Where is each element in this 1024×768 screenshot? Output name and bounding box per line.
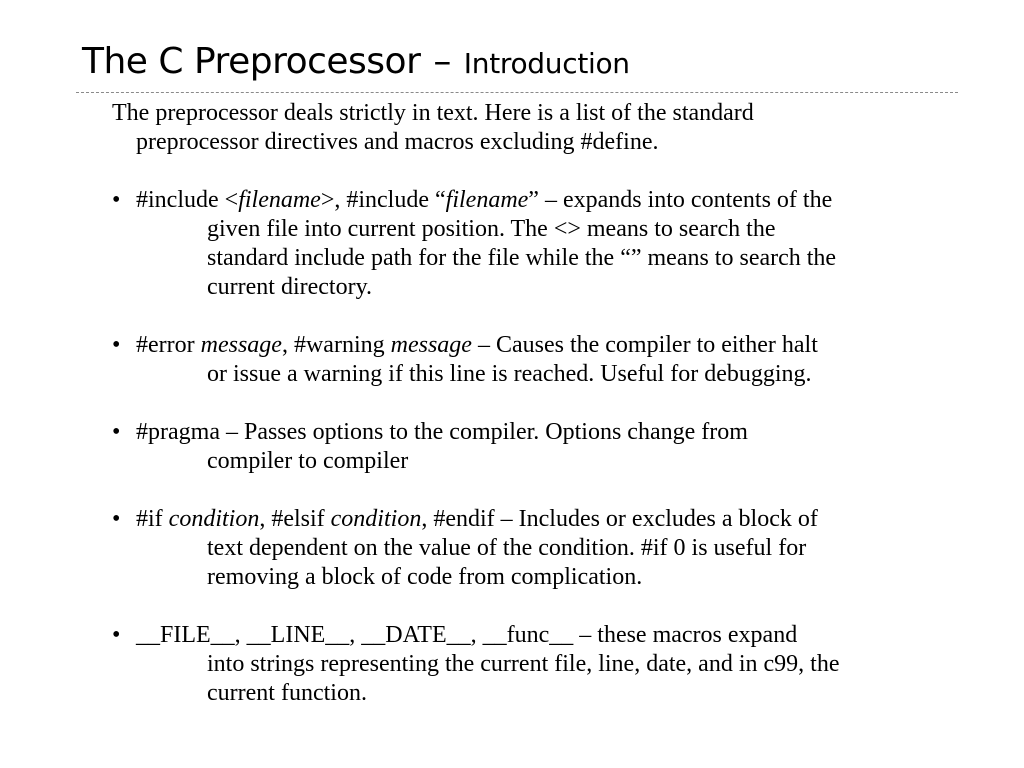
bullet-pragma-line-1: #pragma – Passes options to the compiler. Options change from xyxy=(136,419,748,445)
bullet-error-line-2: or issue a warning if this line is reached. Useful for debugging. xyxy=(207,361,812,387)
title-divider xyxy=(76,92,958,93)
bullet-marker: • xyxy=(112,332,121,358)
text-italic: filename xyxy=(238,187,321,213)
text-segment: >, #include “ xyxy=(320,187,446,213)
bullet-if-line-1 xyxy=(136,505,982,534)
text-italic: message xyxy=(200,332,282,358)
bullet-if-line-2: text dependent on the value of the condition. #if 0 is useful for xyxy=(207,535,807,561)
bullet-if-line-3: removing a block of code from complication. xyxy=(207,564,643,590)
text-italic: message xyxy=(390,332,472,358)
title-separator: – xyxy=(433,41,451,82)
bullet-include-line-1 xyxy=(136,186,982,215)
slide-title xyxy=(82,41,630,82)
intro-text-line-1: The preprocessor deals strictly in text. Here is a list of the standard xyxy=(112,100,754,126)
bullet-error-line-1 xyxy=(136,331,982,360)
bullet-error-warning xyxy=(112,331,982,389)
bullet-macros-line-1: __FILE__, __LINE__, __DATE__, __func__ – these macros expand xyxy=(136,622,798,648)
slide-body xyxy=(112,99,982,708)
bullet-include-line-3: standard include path for the file while the “” means to search the xyxy=(207,245,837,271)
bullet-include xyxy=(112,186,982,302)
title-subtitle: Introduction xyxy=(463,47,630,80)
bullet-include-line-4: current directory. xyxy=(207,274,373,300)
text-segment: #if xyxy=(136,506,169,532)
title-main: The C Preprocessor xyxy=(82,41,421,82)
bullet-macros xyxy=(112,621,982,708)
bullet-pragma xyxy=(112,418,982,476)
text-italic: condition xyxy=(330,506,422,532)
text-segment: – Causes the compiler to either halt xyxy=(471,332,818,358)
bullet-include-line-2: given file into current position. The <> means to search the xyxy=(207,216,776,242)
text-segment: ” – expands into contents of the xyxy=(528,187,833,213)
text-segment: , #warning xyxy=(281,332,391,358)
text-italic: filename xyxy=(445,187,529,213)
text-segment: , #endif – Includes or excludes a block of xyxy=(421,506,818,532)
text-segment: , #elsif xyxy=(259,506,331,532)
bullet-marker: • xyxy=(112,622,121,648)
bullet-marker: • xyxy=(112,187,121,213)
bullet-marker: • xyxy=(112,419,121,445)
bullet-macros-line-2: into strings representing the current file, line, date, and in c99, the xyxy=(207,651,840,677)
intro-text-line-2: preprocessor directives and macros excluding #define. xyxy=(136,129,659,155)
text-italic: condition xyxy=(168,506,260,532)
text-segment: #error xyxy=(136,332,201,358)
bullet-if xyxy=(112,505,982,592)
bullet-macros-line-3: current function. xyxy=(207,680,367,706)
text-segment: #include < xyxy=(136,187,239,213)
bullet-marker: • xyxy=(112,506,121,532)
bullet-pragma-line-2: compiler to compiler xyxy=(207,448,409,474)
